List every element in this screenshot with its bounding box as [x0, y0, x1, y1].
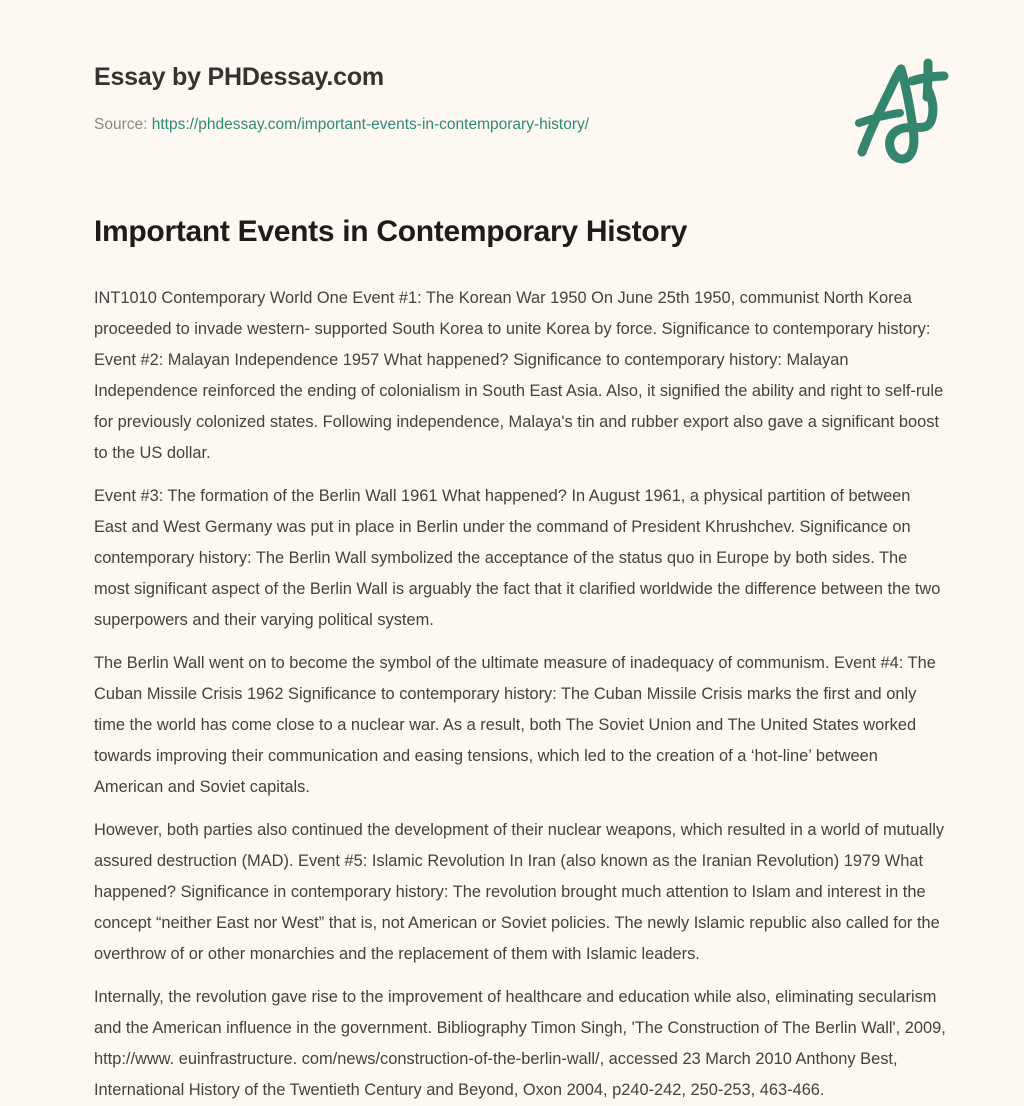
source-line: [94, 92, 946, 135]
paragraph: Event #3: The formation of the Berlin Wall 1961 What happened? In August 1961, a physical partition of between East and West Germany was put in place in Berlin under the command of President Khrushchev. Significance on contemporary history: The Berlin Wall symbolized the acceptance of the status quo in Europe by both sides. The most significant aspect of the Berlin Wall is arguably the fact that it clarified worldwide the difference between the two superpowers and their varying political system.: [94, 487, 941, 629]
byline: Essay by PHDessay.com: [94, 63, 384, 91]
paragraph: Internally, the revolution gave rise to the improvement of healthcare and education while also, eliminating secularism and the American influence in the government. Bibliography Timon Singh, 'The Construction of The Berlin Wall', 2009, http://www. euinfrastructure. com/news/construction-of-the-berlin-wall/, accessed 23 March 2010 Anthony Best, International History of the Twentieth Century and Beyond, Oxon 2004, p240-242, 250-253, 463-466.: [94, 988, 946, 1099]
paragraph: However, both parties also continued the development of their nuclear weapons, which resulted in a world of mutually assured destruction (MAD). Event #5: Islamic Revolution In Iran (also known as the Iranian Revolution) 1979 What happened? Significance in contemporary history: The revolution brought much attention to Islam and interest in the concept “neither East nor West” that is, not American or Soviet policies. The newly Islamic republic also called for the overthrow of or other monarchies and the replacement of them with Islamic leaders.: [94, 821, 945, 963]
paragraph: The Berlin Wall went on to become the symbol of the ultimate measure of inadequacy of communism. Event #4: The Cuban Missile Crisis 1962 Significance to contemporary history: The Cuban Missile Crisis marks the first and only time the world has come close to a nuclear war. As a result, both The Soviet Union and The United States worked towards improving their communication and easing tensions, which led to the creation of a ‘hot-line’ between American and Soviet capitals.: [94, 654, 936, 796]
page-header: [94, 62, 946, 135]
article-body: [94, 283, 946, 1106]
page-title: Important Events in Contemporary History: [94, 215, 688, 248]
source-url-link[interactable]: https://phdessay.com/important-events-in-contemporary-history/: [151, 116, 590, 133]
a-plus-logo-icon: [842, 52, 962, 168]
source-label: Source:: [94, 116, 148, 133]
paragraph: INT1010 Contemporary World One Event #1: The Korean War 1950 On June 25th 1950, communist North Korea proceeded to invade western- supported South Korea to unite Korea by force. Significance to contemporary history: Event #2: Malayan Independence 1957 What happened? Significance to contemporary history: Malayan Independence reinforced the ending of colonialism in South East Asia. Also, it signified the ability and right to self-rule for previously colonized states. Following independence, Malaya's tin and rubber export also gave a significant boost to the US dollar.: [94, 289, 944, 462]
